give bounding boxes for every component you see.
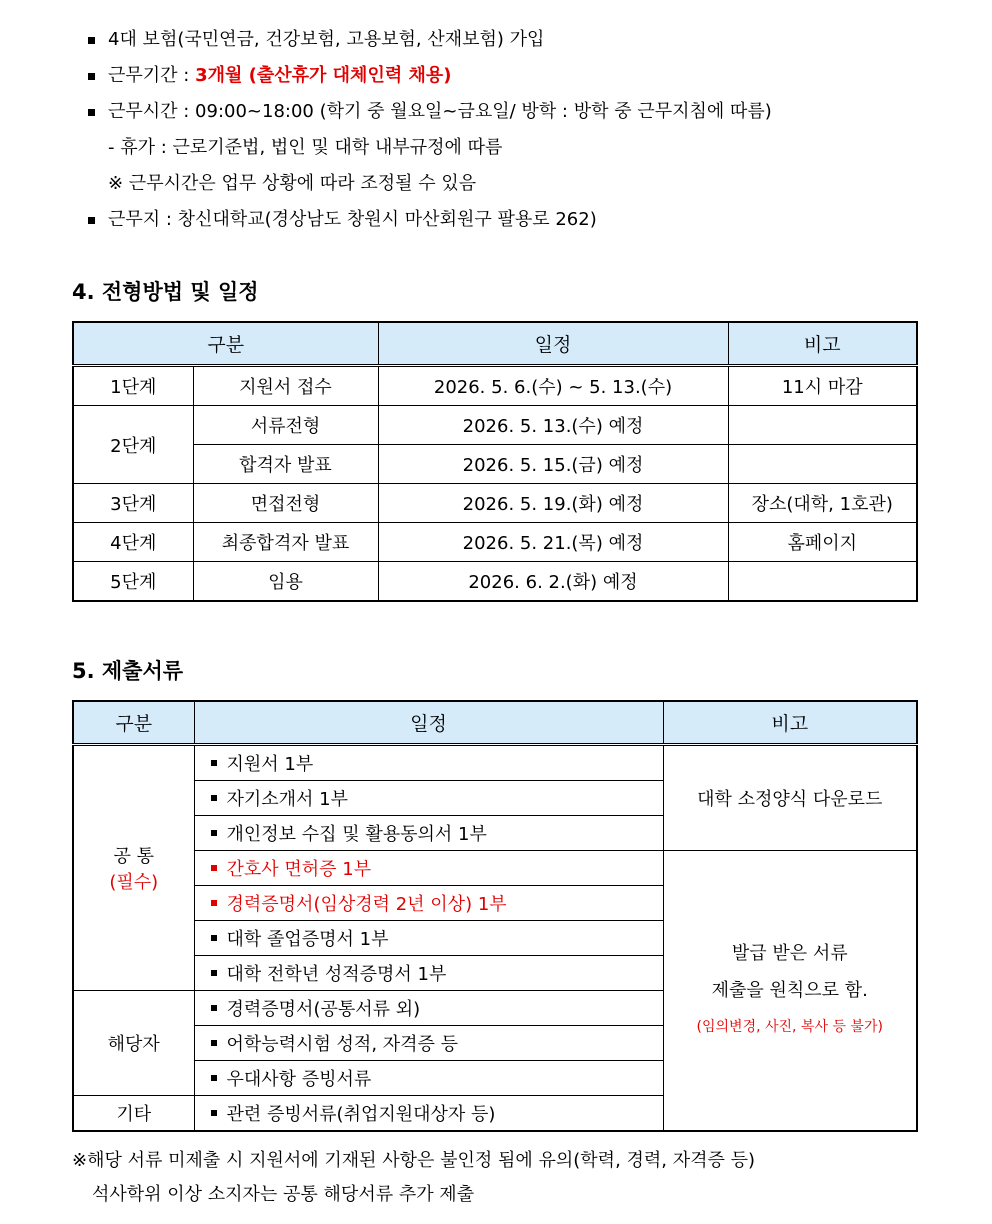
bullet-square-icon	[211, 970, 217, 976]
note-cell	[728, 406, 917, 445]
date-cell: 2026. 5. 15.(금) 예정	[378, 445, 728, 484]
period-line	[88, 58, 968, 94]
table-row	[73, 445, 917, 484]
item-cell: 합격자 발표	[193, 445, 378, 484]
document-item	[194, 1061, 663, 1096]
document-item	[194, 816, 663, 851]
item-cell: 서류전형	[193, 406, 378, 445]
bullet-square-icon	[211, 795, 217, 801]
table-header-row	[73, 322, 917, 366]
header-schedule: 일정	[194, 701, 663, 745]
bullet-square-icon	[211, 760, 217, 766]
header-category: 구분	[73, 701, 194, 745]
document-item-text: 간호사 면허증 1부	[226, 859, 372, 880]
bullet-square-icon	[211, 865, 217, 871]
employment-conditions	[88, 22, 968, 238]
period-label: 근무기간 :	[108, 65, 196, 86]
date-cell: 2026. 6. 2.(화) 예정	[378, 562, 728, 602]
document-item-text: 지원서 1부	[226, 754, 314, 775]
bullet-square-icon	[88, 217, 95, 224]
stage-cell: 2단계	[73, 406, 193, 484]
document-item	[194, 991, 663, 1026]
document-item	[194, 851, 663, 886]
download-note-cell: 대학 소정양식 다운로드	[663, 745, 917, 851]
note-cell	[728, 562, 917, 602]
leave-line	[88, 130, 968, 166]
period-text	[108, 58, 452, 94]
bullet-square-icon	[88, 73, 95, 80]
hours-note-text: ※ 근무시간은 업무 상황에 따라 조정될 수 있음	[108, 173, 477, 194]
original-note-line1: 발급 받은 서류	[731, 943, 848, 964]
date-cell: 2026. 5. 6.(수) ~ 5. 13.(수)	[378, 366, 728, 406]
document-item	[194, 921, 663, 956]
hours-text: 근무시간 : 09:00~18:00 (학기 중 월요일~금요일/ 방학 : 방학 중 근무지침에 따름)	[108, 101, 772, 122]
table-row	[73, 851, 917, 886]
hours-note-line	[88, 166, 968, 202]
header-schedule: 일정	[378, 322, 728, 366]
table-row	[73, 484, 917, 523]
document-item-text: 개인정보 수집 및 활용동의서 1부	[226, 824, 487, 845]
leave-text: - 휴가 : 근로기준법, 법인 및 대학 내부규정에 따름	[108, 137, 503, 158]
date-cell: 2026. 5. 19.(화) 예정	[378, 484, 728, 523]
footer-note-line2: 석사학위 이상 소지자는 공통 해당서류 추가 제출	[92, 1184, 475, 1205]
item-cell: 면접전형	[193, 484, 378, 523]
document-item-text: 어학능력시험 성적, 자격증 등	[226, 1034, 459, 1055]
table-row	[73, 523, 917, 562]
original-note-line3: (임의변경, 사진, 복사 등 불가)	[696, 1019, 883, 1035]
common-label: 공 통	[113, 846, 154, 867]
common-required-label: (필수)	[109, 872, 159, 893]
period-value: 3개월 (출산휴가 대체인력 채용)	[195, 65, 452, 86]
table-row	[73, 562, 917, 602]
table-header-row	[73, 701, 917, 745]
stage-cell: 1단계	[73, 366, 193, 406]
other-category-cell: 기타	[73, 1096, 194, 1132]
bullet-square-icon	[211, 1005, 217, 1011]
location-line	[88, 202, 968, 238]
stage-cell: 3단계	[73, 484, 193, 523]
insurance-text: 4대 보험(국민연금, 건강보험, 고용보험, 산재보험) 가입	[108, 29, 545, 50]
insurance-line	[88, 22, 968, 58]
common-category-cell	[73, 745, 194, 991]
document-item	[194, 956, 663, 991]
document-item	[194, 781, 663, 816]
item-cell: 임용	[193, 562, 378, 602]
document-item-text: 대학 졸업증명서 1부	[226, 929, 389, 950]
document-item-text: 관련 증빙서류(취업지원대상자 등)	[226, 1104, 496, 1125]
note-cell: 11시 마감	[728, 366, 917, 406]
bullet-square-icon	[211, 830, 217, 836]
bullet-square-icon	[211, 1075, 217, 1081]
stage-cell: 5단계	[73, 562, 193, 602]
location-text: 근무지 : 창신대학교(경상남도 창원시 마산회원구 팔용로 262)	[108, 209, 597, 230]
original-note-cell	[663, 851, 917, 1132]
bullet-square-icon	[88, 109, 95, 116]
header-category: 구분	[73, 322, 378, 366]
bullet-square-icon	[88, 37, 95, 44]
bullet-square-icon	[211, 935, 217, 941]
document-item	[194, 886, 663, 921]
document-item	[194, 1096, 663, 1132]
section5-title: 5. 제출서류	[72, 659, 184, 683]
document-item-text: 우대사항 증빙서류	[226, 1069, 372, 1090]
document-item	[194, 745, 663, 781]
stage-cell: 4단계	[73, 523, 193, 562]
document-item-text: 경력증명서(공통서류 외)	[226, 999, 421, 1020]
date-cell: 2026. 5. 21.(목) 예정	[378, 523, 728, 562]
relevant-category-cell: 해당자	[73, 991, 194, 1096]
selection-schedule-table	[72, 321, 918, 602]
footer-notes	[72, 1144, 952, 1212]
document-item	[194, 1026, 663, 1061]
table-row	[73, 745, 917, 781]
table-row	[73, 366, 917, 406]
note-cell: 홈페이지	[728, 523, 917, 562]
bullet-square-icon	[211, 1110, 217, 1116]
document-item-text: 자기소개서 1부	[226, 789, 349, 810]
hours-line	[88, 94, 968, 130]
table-row	[73, 406, 917, 445]
item-cell: 지원서 접수	[193, 366, 378, 406]
note-cell: 장소(대학, 1호관)	[728, 484, 917, 523]
section4-title: 4. 전형방법 및 일정	[72, 280, 259, 304]
date-cell: 2026. 5. 13.(수) 예정	[378, 406, 728, 445]
bullet-square-icon	[211, 1040, 217, 1046]
header-remarks: 비고	[728, 322, 917, 366]
item-cell: 최종합격자 발표	[193, 523, 378, 562]
document-item-text: 대학 전학년 성적증명서 1부	[226, 964, 447, 985]
footer-note-line1: ※해당 서류 미제출 시 지원서에 기재된 사항은 불인정 됨에 유의(학력, 경력, 자격증 등)	[72, 1150, 756, 1171]
original-note-line2: 제출을 원칙으로 함.	[711, 980, 868, 1001]
header-remarks: 비고	[663, 701, 917, 745]
document-item-text: 경력증명서(임상경력 2년 이상) 1부	[226, 894, 507, 915]
documents-table	[72, 700, 918, 1132]
bullet-square-icon	[211, 900, 217, 906]
note-cell	[728, 445, 917, 484]
